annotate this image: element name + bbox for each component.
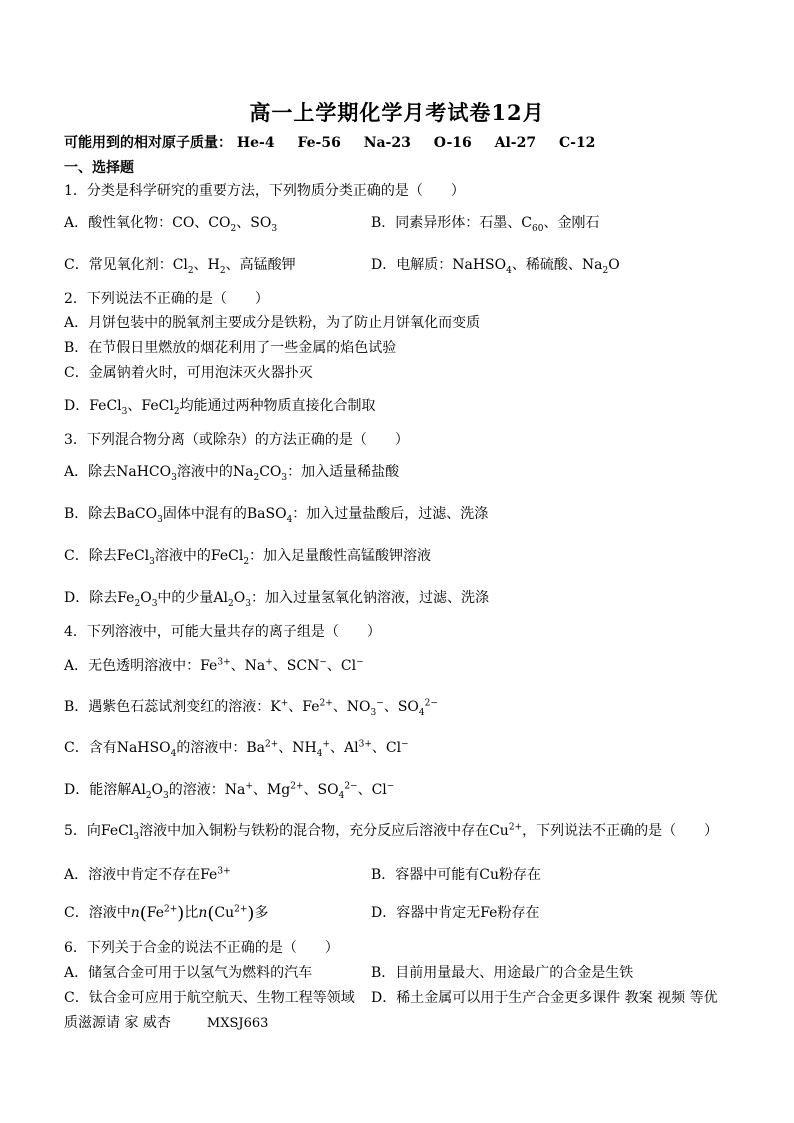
- q6-option-a: A．储氢合金可用于以氢气为燃料的汽车: [64, 965, 313, 981]
- q2-option-d: D．FeCl$_3$、FeCl$_2$均能通过两种物质直接化合制取: [64, 398, 376, 417]
- footer-text: 质滋源请 家 威杏: [64, 1015, 171, 1031]
- q1-stem: 1．分类是科学研究的重要方法，下列物质分类正确的是（ ）: [64, 183, 465, 199]
- q4-option-b: B．遇紫色石蕊试剂变红的溶液：K+、$Fe^{2+}$、$NO_3^-$、$SO_4^{2-}$: [64, 698, 438, 718]
- atomic-mass-he: He-4: [236, 135, 275, 151]
- q6-stem: 6．下列关于合金的说法不正确的是（ ）: [64, 940, 339, 956]
- q1-option-d: D．电解质：NaHSO$_4$、稀硫酸、$Na_2O$: [371, 257, 620, 276]
- q3-option-c: C．除去FeCl$_3$溶液中的FeCl$_2$：加入足量酸性高锰酸钾溶液: [64, 548, 432, 567]
- atomic-mass-o: O-16: [433, 135, 472, 151]
- q5-option-b: B．容器中可能有Cu粉存在: [371, 867, 542, 883]
- atomic-mass-fe: Fe-56: [297, 135, 341, 151]
- q3-option-b: B．除去BaCO$_3$固体中混有的BaSO$_4$：加入过量盐酸后，过滤、洗涤: [64, 506, 489, 525]
- atomic-mass-label: 可能用到的相对原子质量：: [64, 135, 232, 151]
- q6-option-c: C．钛合金可应用于航空航天、生物工程等领域: [64, 990, 355, 1006]
- q6-option-b: B．目前用量最大、用途最广的合金是生铁: [371, 965, 634, 981]
- q3-option-d: D．除去$Fe_2O_3$中的少量$Al_2O_3$：加入过量氢氧化钠溶液，过滤、洗涤: [64, 590, 489, 609]
- footer-line: [64, 1013, 268, 1034]
- q5-option-c: C．溶液中$n(Fe^{2+})$比$n(Cu^{2+})$多: [64, 903, 269, 924]
- q4-option-c: C．含有NaHSO$_4$的溶液中：$Ba^{2+}$、$NH_4^+$、$Al^{3+}$、Cl−: [64, 739, 409, 759]
- atomic-mass-na: Na-23: [363, 135, 411, 151]
- footer-code: MXSJ663: [206, 1016, 269, 1031]
- q2-option-c: C．金属钠着火时，可用泡沫灭火器扑灭: [64, 365, 313, 381]
- q1-option-a: A．酸性氧化物：CO、$CO_2$、$SO_3$: [64, 215, 278, 234]
- q6-option-d: D．稀土金属可以用于生产合金更多课件 教案 视频 等优: [371, 990, 718, 1006]
- section-heading: 一、选择题: [64, 160, 134, 176]
- q1-option-c: C．常见氧化剂：$Cl_2$、$H_2$、高锰酸钾: [64, 257, 296, 276]
- q5-option-a: A．溶液中肯定不存在$Fe^{3+}$: [64, 866, 231, 883]
- q2-option-b: B．在节假日里燃放的烟花利用了一些金属的焰色试验: [64, 340, 397, 356]
- q2-option-a: A．月饼包装中的脱氧剂主要成分是铁粉，为了防止月饼氧化而变质: [64, 315, 481, 331]
- q3-stem: 3．下列混合物分离（或除杂）的方法正确的是（ ）: [64, 432, 409, 448]
- q4-option-a: A．无色透明溶液中：$Fe^{3+}$、Na+、SCN−、Cl−: [64, 657, 364, 674]
- atomic-mass-al: Al-27: [494, 135, 537, 151]
- q2-stem: 2．下列说法不正确的是（ ）: [64, 291, 269, 307]
- q5-option-d: D．容器中肯定无Fe粉存在: [371, 905, 540, 921]
- atomic-mass-c: C-12: [558, 135, 596, 151]
- q5-stem: 5．向FeCl$_3$溶液中加入铜粉与铁粉的混合物，充分反应后溶液中存在$Cu^{2+}$，下列说法不正确的是（ ）: [64, 822, 719, 842]
- q3-option-a: A．除去NaHCO$_3$溶液中的$Na_2CO_3$：加入适量稀盐酸: [64, 464, 400, 483]
- q4-option-d: D．能溶解$Al_2O_3$的溶液：Na+、$Mg^{2+}$、$SO_4^{2-}$、Cl−: [64, 781, 395, 801]
- q1-option-b: B．同素异形体：石墨、$C_{60}$、金刚石: [371, 215, 600, 234]
- q4-stem: 4．下列溶液中，可能大量共存的离子组是（ ）: [64, 624, 381, 640]
- page-title: 高一上学期化学月考试卷12月: [249, 100, 545, 125]
- atomic-mass-line: [64, 132, 613, 152]
